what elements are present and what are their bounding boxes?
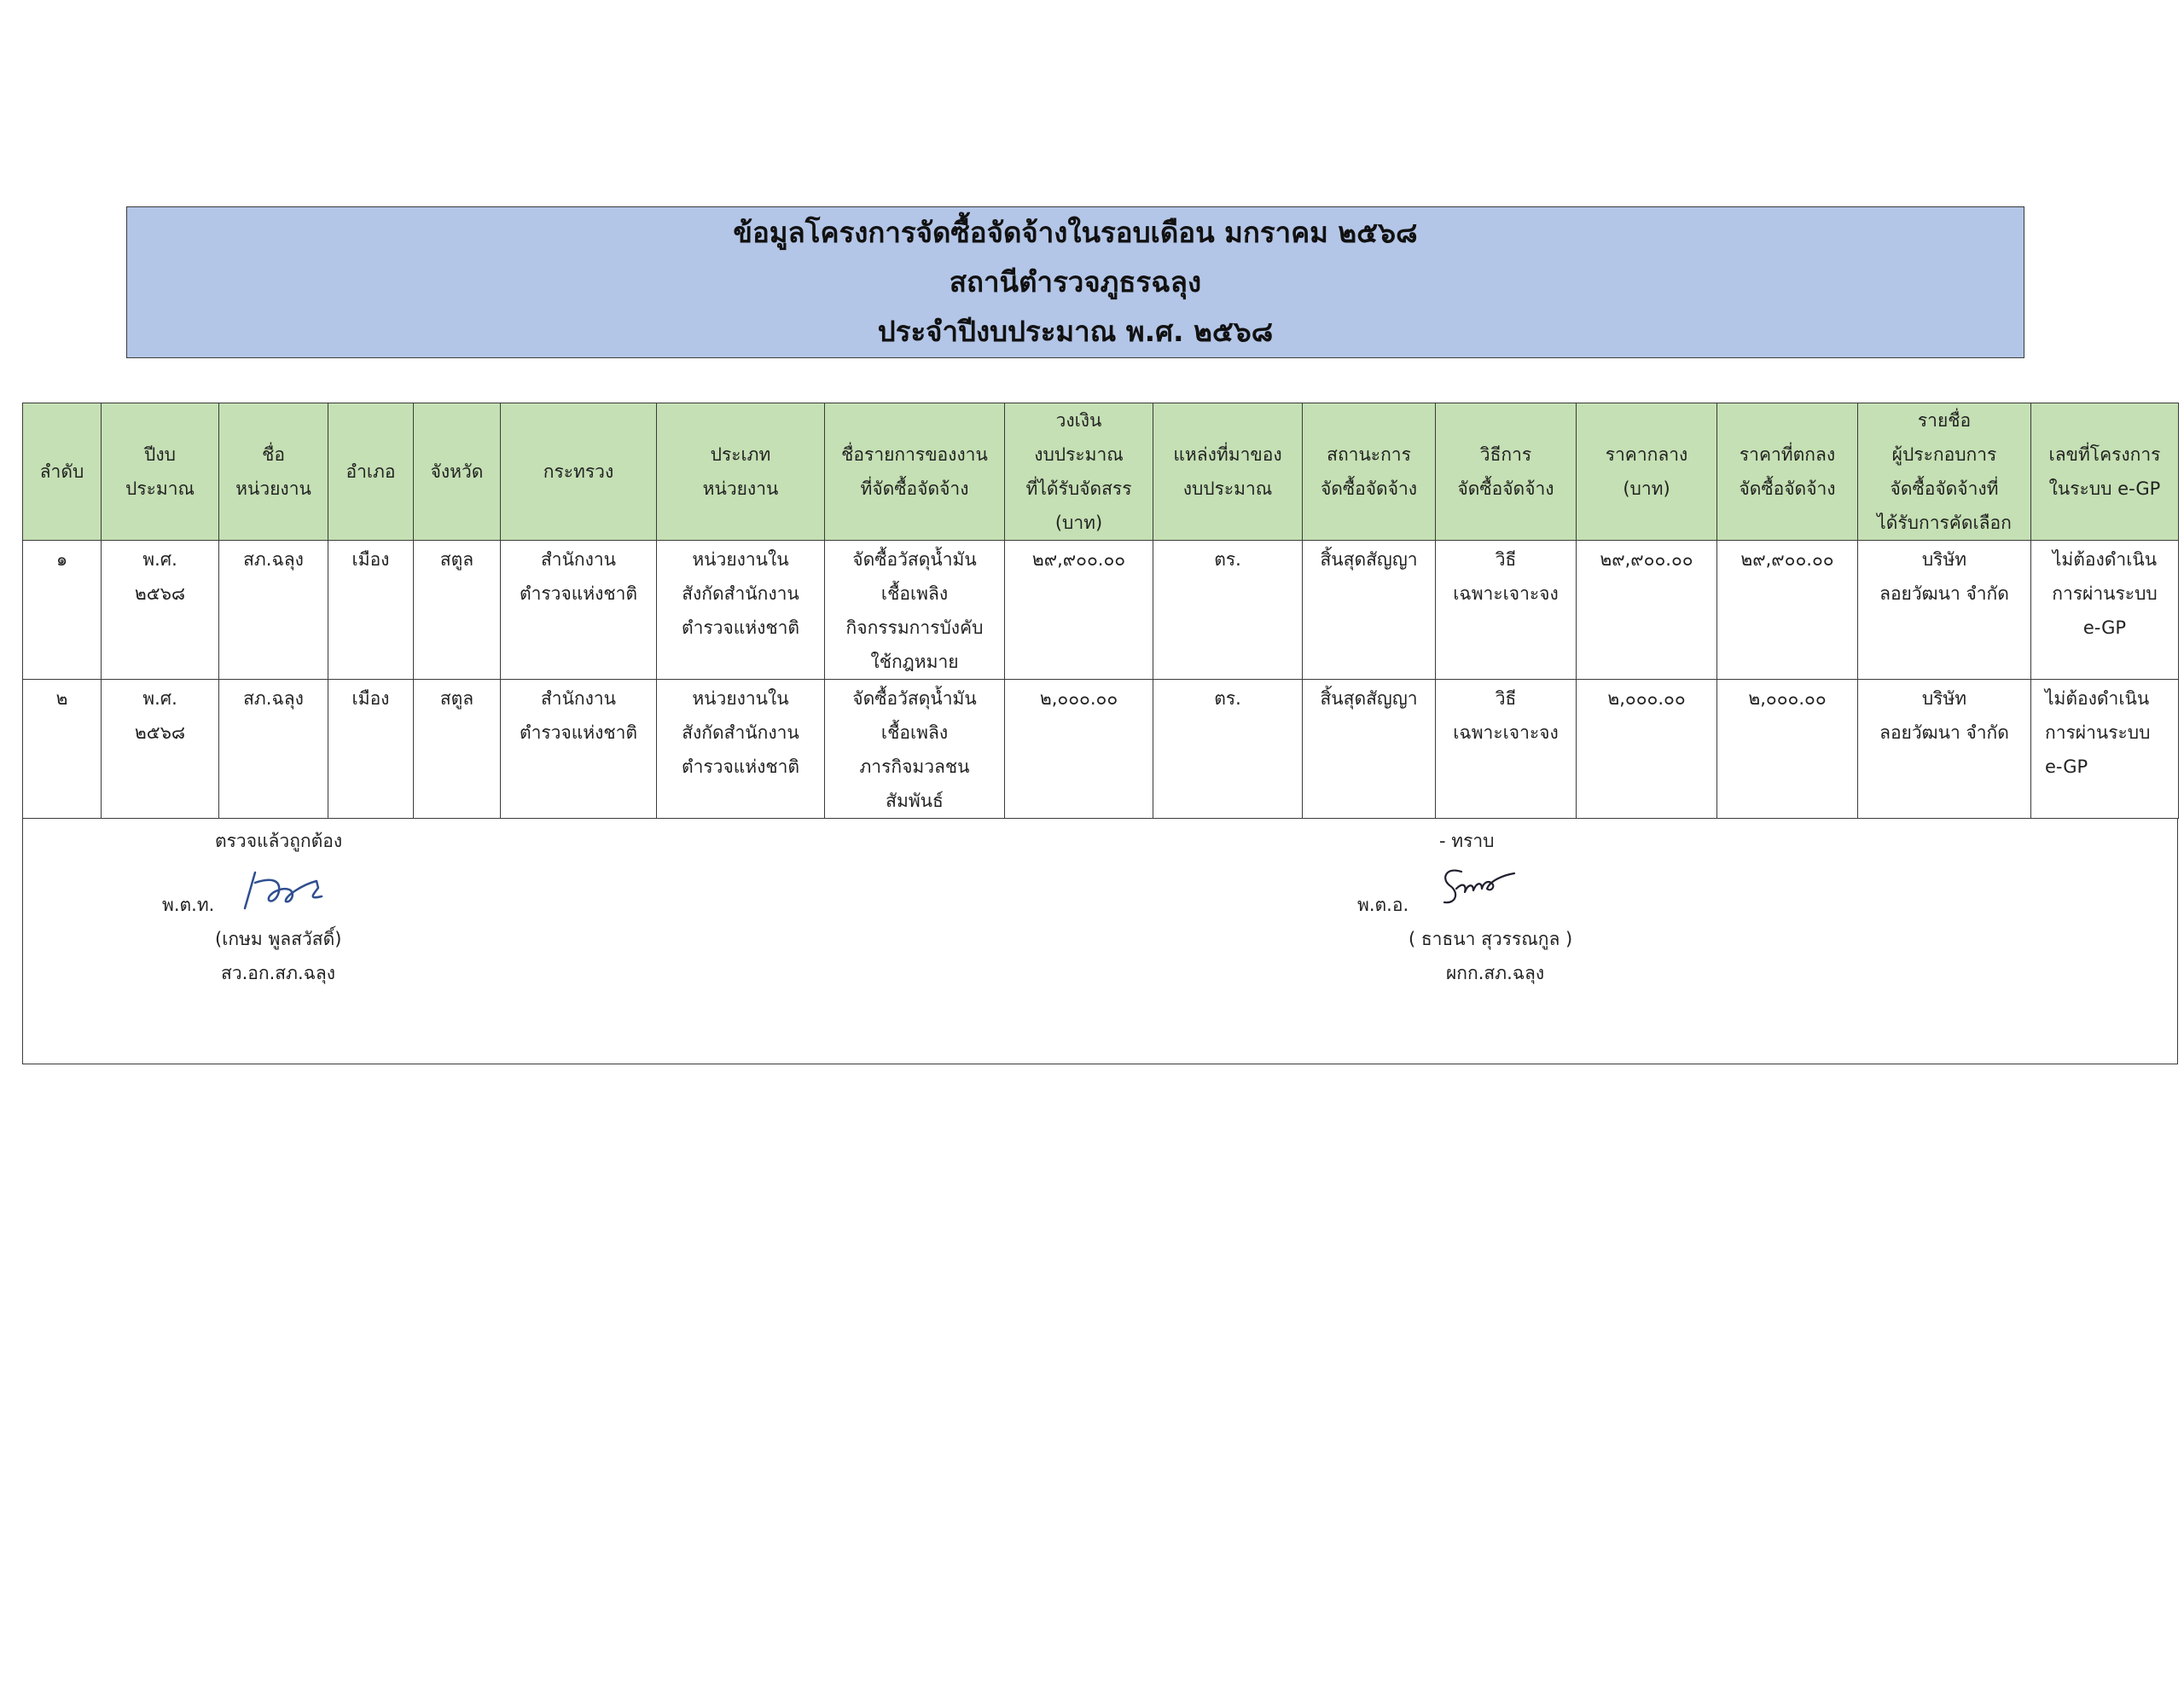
left-sign-heading: ตรวจแล้วถูกต้อง bbox=[215, 831, 343, 851]
left-sign-position: สว.อก.สภ.ฉลุง bbox=[221, 963, 336, 983]
cell-text-line: บริษัท bbox=[1921, 688, 1967, 709]
cell-text-line: ลอยวัฒนา จำกัด bbox=[1879, 722, 2009, 743]
header-col-index bbox=[23, 403, 102, 541]
cell-col-district bbox=[328, 541, 414, 680]
cell-col-procurement-method bbox=[1436, 541, 1577, 680]
left-sign-rank: พ.ต.ท. bbox=[162, 895, 215, 915]
header-label-line: ชื่อรายการของงาน bbox=[841, 444, 988, 465]
header-col-budget-source bbox=[1153, 403, 1303, 541]
cell-col-ministry bbox=[501, 541, 657, 680]
cell-text-line: สำนักงาน bbox=[540, 549, 617, 570]
header-col-fiscal-year bbox=[102, 403, 219, 541]
header-label-line: กระทรวง bbox=[543, 461, 614, 482]
table-row bbox=[23, 541, 2179, 680]
cell-col-procurement-status bbox=[1303, 541, 1436, 680]
cell-col-median-price bbox=[1577, 680, 1717, 819]
cell-col-index bbox=[23, 541, 102, 680]
right-sign-name: ( ธาธนา สุวรรณกูล ) bbox=[1409, 929, 1573, 949]
cell-text-line: ไม่ต้องดำเนิน bbox=[2045, 688, 2150, 709]
left-handwritten-signature-icon bbox=[236, 866, 330, 917]
header-label-line: แหล่งที่มาของ bbox=[1173, 444, 1282, 465]
cell-col-selected-vendor bbox=[1858, 541, 2031, 680]
cell-text-line: เชื้อเพลิง bbox=[880, 583, 949, 604]
cell-text-line: หน่วยงานใน bbox=[692, 549, 789, 570]
cell-text-line: วิธี bbox=[1495, 688, 1517, 709]
cell-col-selected-vendor bbox=[1858, 680, 2031, 819]
header-col-ministry bbox=[501, 403, 657, 541]
procurement-table bbox=[22, 403, 2179, 819]
header-label-line: (บาท) bbox=[1054, 513, 1103, 533]
table-row bbox=[23, 680, 2179, 819]
title-line-3: ประจำปีงบประมาณ พ.ศ. ๒๕๖๘ bbox=[877, 315, 1274, 348]
right-sign-position: ผกก.สภ.ฉลุง bbox=[1446, 963, 1545, 983]
cell-text-line: ๒,๐๐๐.๐๐ bbox=[1748, 688, 1827, 709]
cell-text-line: การผ่านระบบ bbox=[2052, 583, 2158, 604]
cell-text-line: สิ้นสุดสัญญา bbox=[1320, 549, 1418, 570]
title-line-1: ข้อมูลโครงการจัดซื้อจัดจ้างในรอบเดือน มกราคม ๒๕๖๘ bbox=[733, 216, 1418, 249]
cell-col-agency-type bbox=[657, 680, 825, 819]
cell-col-median-price bbox=[1577, 541, 1717, 680]
header-label-line: หน่วยงาน bbox=[702, 478, 779, 499]
cell-text-line: ภารกิจมวลชน bbox=[859, 757, 970, 777]
cell-text-line: สำนักงาน bbox=[540, 688, 617, 709]
cell-col-agency-name bbox=[219, 541, 328, 680]
right-sign-heading: - ทราบ bbox=[1439, 831, 1495, 851]
cell-col-agreed-price bbox=[1717, 680, 1858, 819]
cell-text-line: เฉพาะเจาะจง bbox=[1453, 722, 1559, 743]
cell-col-agency-name bbox=[219, 680, 328, 819]
header-col-district bbox=[328, 403, 414, 541]
header-label-line: (บาท) bbox=[1623, 478, 1670, 499]
cell-col-agreed-price bbox=[1717, 541, 1858, 680]
cell-col-budget-source bbox=[1153, 541, 1303, 680]
cell-col-procurement-status bbox=[1303, 680, 1436, 819]
table-header bbox=[23, 403, 2179, 541]
header-label-line: จัดซื้อจัดจ้าง bbox=[1739, 478, 1836, 499]
title-line-2: สถานีตำรวจภูธรฉลุง bbox=[949, 265, 1202, 299]
header-col-province bbox=[414, 403, 501, 541]
cell-text-line: การผ่านระบบ bbox=[2045, 722, 2151, 743]
cell-text-line: e-GP bbox=[2045, 757, 2088, 777]
cell-col-procurement-method bbox=[1436, 680, 1577, 819]
cell-col-index bbox=[23, 680, 102, 819]
header-col-agreed-price bbox=[1717, 403, 1858, 541]
cell-col-item-name bbox=[825, 541, 1005, 680]
header-label-line: งบประมาณ bbox=[1034, 444, 1124, 465]
cell-text-line: เมือง bbox=[351, 688, 390, 709]
document-title-box bbox=[126, 206, 2024, 358]
cell-text-line: สตูล bbox=[439, 688, 474, 709]
cell-text-line: สภ.ฉลุง bbox=[243, 549, 304, 570]
right-handwritten-signature-icon bbox=[1431, 863, 1525, 916]
cell-text-line: บริษัท bbox=[1921, 549, 1967, 570]
cell-col-egp-project-number bbox=[2031, 541, 2179, 680]
header-label-line: รายชื่อ bbox=[1917, 410, 1972, 431]
header-col-agency-type bbox=[657, 403, 825, 541]
cell-text-line: ๑ bbox=[55, 549, 68, 570]
header-col-egp-project-number bbox=[2031, 403, 2179, 541]
cell-col-egp-project-number bbox=[2031, 680, 2179, 819]
header-col-agency-name bbox=[219, 403, 328, 541]
cell-text-line: ๒๕๖๘ bbox=[134, 583, 186, 604]
cell-text-line: ตำรวจแห่งชาติ bbox=[681, 757, 800, 777]
cell-text-line: ๒๙,๙๐๐.๐๐ bbox=[1740, 549, 1834, 570]
header-col-median-price bbox=[1577, 403, 1717, 541]
header-label-line: ประมาณ bbox=[125, 478, 195, 499]
cell-text-line: เมือง bbox=[351, 549, 390, 570]
header-label-line: ลำดับ bbox=[39, 461, 84, 482]
cell-text-line: ใช้กฎหมาย bbox=[870, 652, 959, 672]
signature-section bbox=[22, 819, 2178, 1064]
cell-text-line: สิ้นสุดสัญญา bbox=[1320, 688, 1418, 709]
header-label-line: ในระบบ e-GP bbox=[2048, 478, 2161, 499]
cell-text-line: ตร. bbox=[1214, 549, 1241, 570]
cell-text-line: ตร. bbox=[1214, 688, 1241, 709]
cell-text-line: ๒,๐๐๐.๐๐ bbox=[1607, 688, 1686, 709]
cell-text-line: พ.ศ. bbox=[142, 688, 177, 709]
cell-text-line: ตำรวจแห่งชาติ bbox=[681, 617, 800, 638]
cell-col-province bbox=[414, 680, 501, 819]
header-label-line: หน่วยงาน bbox=[235, 478, 311, 499]
header-label-line: อำเภอ bbox=[346, 461, 396, 482]
cell-text-line: สังกัดสำนักงาน bbox=[682, 722, 799, 743]
header-label-line: ประเภท bbox=[710, 444, 771, 465]
header-label-line: ที่จัดซื้อจัดจ้าง bbox=[860, 478, 969, 499]
cell-text-line: ๒๙,๙๐๐.๐๐ bbox=[1600, 549, 1693, 570]
cell-text-line: ๒๙,๙๐๐.๐๐ bbox=[1031, 549, 1126, 570]
header-label-line: เลขที่โครงการ bbox=[2048, 444, 2161, 465]
cell-text-line: พ.ศ. bbox=[142, 549, 177, 570]
header-col-budget bbox=[1005, 403, 1153, 541]
header-row bbox=[23, 403, 2179, 541]
header-label-line: ได้รับการคัดเลือก bbox=[1877, 513, 2012, 533]
right-sign-rank: พ.ต.อ. bbox=[1357, 895, 1409, 915]
cell-text-line: สังกัดสำนักงาน bbox=[682, 583, 799, 604]
cell-text-line: ๒ bbox=[55, 688, 68, 709]
left-sign-name: (เกษม พูลสวัสดิ์) bbox=[215, 929, 342, 949]
header-label-line: ปีงบ bbox=[144, 444, 176, 465]
cell-text-line: ลอยวัฒนา จำกัด bbox=[1879, 583, 2009, 604]
header-col-selected-vendor bbox=[1858, 403, 2031, 541]
header-col-procurement-method bbox=[1436, 403, 1577, 541]
header-label-line: งบประมาณ bbox=[1182, 478, 1273, 499]
cell-text-line: สัมพันธ์ bbox=[886, 791, 944, 811]
header-label-line: จัดซื้อจัดจ้างที่ bbox=[1890, 478, 1999, 499]
header-col-item-name bbox=[825, 403, 1005, 541]
cell-text-line: ตำรวจแห่งชาติ bbox=[519, 583, 638, 604]
header-label-line: ผู้ประกอบการ bbox=[1891, 444, 1997, 465]
cell-text-line: สภ.ฉลุง bbox=[243, 688, 304, 709]
cell-text-line: ตำรวจแห่งชาติ bbox=[519, 722, 638, 743]
cell-text-line: วิธี bbox=[1495, 549, 1517, 570]
header-label-line: ที่ได้รับจัดสรร bbox=[1025, 478, 1132, 499]
cell-text-line: จัดซื้อวัสดุน้ำมัน bbox=[852, 688, 977, 709]
cell-text-line: หน่วยงานใน bbox=[692, 688, 789, 709]
cell-text-line: e-GP bbox=[2082, 617, 2127, 638]
cell-col-province bbox=[414, 541, 501, 680]
cell-col-budget bbox=[1005, 680, 1153, 819]
cell-col-item-name bbox=[825, 680, 1005, 819]
header-label-line: วิธีการ bbox=[1479, 444, 1532, 465]
header-label-line: ราคาที่ตกลง bbox=[1739, 444, 1836, 465]
cell-col-budget bbox=[1005, 541, 1153, 680]
cell-text-line: ๒,๐๐๐.๐๐ bbox=[1039, 688, 1118, 709]
header-label-line: จัดซื้อจัดจ้าง bbox=[1457, 478, 1554, 499]
header-col-procurement-status bbox=[1303, 403, 1436, 541]
header-label-line: ราคากลาง bbox=[1605, 444, 1688, 465]
header-label-line: วงเงิน bbox=[1055, 410, 1102, 431]
cell-text-line: เฉพาะเจาะจง bbox=[1453, 583, 1559, 604]
header-label-line: สถานะการ bbox=[1327, 444, 1411, 465]
cell-text-line: กิจกรรมการบังคับ bbox=[845, 617, 984, 638]
cell-text-line: จัดซื้อวัสดุน้ำมัน bbox=[852, 549, 977, 570]
cell-col-agency-type bbox=[657, 541, 825, 680]
cell-text-line: สตูล bbox=[439, 549, 474, 570]
cell-col-district bbox=[328, 680, 414, 819]
table-body bbox=[23, 541, 2179, 819]
header-label-line: จังหวัด bbox=[430, 461, 484, 482]
cell-text-line: ไม่ต้องดำเนิน bbox=[2052, 549, 2158, 570]
cell-text-line: เชื้อเพลิง bbox=[880, 722, 949, 743]
cell-col-budget-source bbox=[1153, 680, 1303, 819]
cell-col-ministry bbox=[501, 680, 657, 819]
cell-col-fiscal-year bbox=[102, 680, 219, 819]
cell-col-fiscal-year bbox=[102, 541, 219, 680]
cell-text-line: ๒๕๖๘ bbox=[134, 722, 186, 743]
header-label-line: ชื่อ bbox=[262, 444, 285, 465]
header-label-line: จัดซื้อจัดจ้าง bbox=[1320, 478, 1418, 499]
